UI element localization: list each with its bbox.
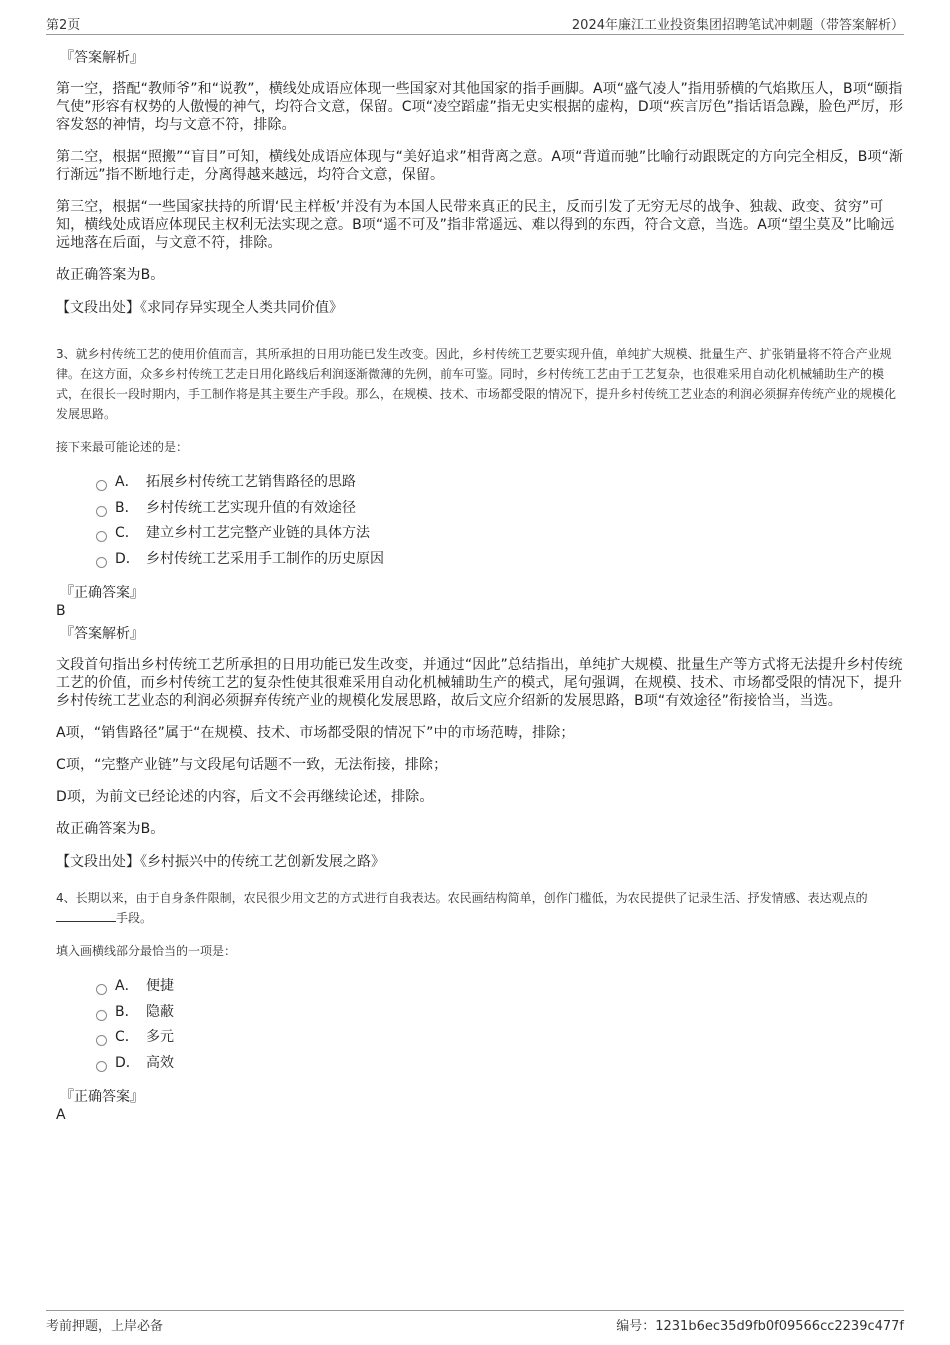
option-letter: C． [115, 1029, 139, 1045]
option-b[interactable] [96, 498, 904, 524]
option-c[interactable] [96, 1027, 904, 1053]
question-4-options [96, 976, 904, 1078]
question-3-text: 3、就乡村传统工艺的使用价值而言，其所承担的日用功能已发生改变。因此，乡村传统工艺要实现升值，单纯扩大规模、批量生产、扩张销量将不符合产业规律。在这方面，众多乡村传统工艺走日用化路线后利润逐渐微薄的先例，前车可鉴。同时，乡村传统工艺由于工艺复杂，也很难采用自动化机械辅助生产的模式，在很长一段时期内，手工制作将是其主要生产手段。那么，在规模、技术、市场都受限的情况下，提升乡村传统工艺业态的利润必须摒弃传统产业的规模化发展思路。 [56, 347, 897, 421]
option-text: 拓展乡村传统工艺销售路径的思路 [146, 474, 356, 490]
question-4-text [56, 888, 904, 928]
option-letter: A． [115, 474, 139, 490]
radio-button[interactable] [96, 1061, 107, 1072]
option-letter: C． [115, 525, 139, 541]
analysis-tag: 『答案解析』 [60, 626, 144, 642]
option-a[interactable] [96, 472, 904, 498]
analysis-paragraph-2: 第二空，根据“照搬”“盲目”可知，横线处成语应体现与“美好追求”相背离之意。A项“背道而驰”比喻行动跟既定的方向完全相反，B项“渐行渐远”指不断地行走，分离得越来越远，均符合文意，保留。 [56, 149, 903, 183]
radio-button[interactable] [96, 557, 107, 568]
option-text: 乡村传统工艺采用手工制作的历史原因 [146, 550, 384, 567]
option-letter: D． [115, 1054, 140, 1071]
analysis-conclusion: 故正确答案为B。 [56, 267, 165, 283]
radio-button[interactable] [96, 531, 107, 542]
radio-button[interactable] [96, 506, 107, 517]
analysis-paragraph-3: 第三空，根据“一些国家扶持的所谓‘民主样板’并没有为本国人民带来真正的民主，反而引发了无穷无尽的战争、独裁、政变、贫穷”可知，横线处成语应体现民主权利无法实现之意。B项“遥不可及”指非常遥远、难以得到的东西，符合文意，当选。A项“望尘莫及”比喻远远地落在后面，与文意不符，排除。 [56, 199, 895, 251]
page-footer [46, 1310, 904, 1335]
option-d[interactable] [96, 1053, 904, 1079]
page-content [56, 44, 904, 1128]
analysis-option-d: D项，为前文已经论述的内容，后文不会再继续论述，排除。 [56, 789, 434, 805]
passage-source: 【文段出处】《求同存异实现全人类共同价值》 [56, 300, 343, 316]
analysis-option-a: A项，“销售路径”属于“在规模、技术、市场都受限的情况下”中的市场范畴，排除； [56, 725, 575, 741]
option-text: 便捷 [146, 978, 174, 994]
fill-in-blank [56, 909, 116, 922]
option-text: 多元 [146, 1029, 174, 1045]
analysis-paragraph-1: 第一空，搭配“教师爷”和“说教”，横线处成语应体现一些国家对其他国家的指手画脚。A项“盛气凌人”指用骄横的气焰欺压人，B项“颐指气使”形容有权势的人傲慢的神气，均符合文意，保留。C项“凌空蹈虚”指无史实根据的虚构，D项“疾言厉色”指话语急躁，脸色严厉，形容发怒的神情，均与文意不符，排除。 [56, 81, 904, 133]
option-text: 建立乡村工艺完整产业链的具体方法 [146, 525, 370, 541]
question-4-text-before: 4、长期以来，由于自身条件限制，农民很少用文艺的方式进行自我表达。农民画结构简单，创作门槛低，为农民提供了记录生活、抒发情感、表达观点的 [56, 891, 868, 905]
footer-slogan: 考前押题，上岸必备 [46, 1319, 164, 1334]
radio-button[interactable] [96, 1035, 107, 1046]
option-letter: B． [115, 1003, 139, 1020]
option-letter: B． [115, 499, 139, 516]
page-number: 第2页 [46, 18, 81, 33]
question-3-prompt: 接下来最可能论述的是： [56, 440, 189, 454]
radio-button[interactable] [96, 984, 107, 995]
option-letter: A． [115, 978, 139, 994]
analysis-option-c: C项，“完整产业链”与文段尾句话题不一致，无法衔接，排除； [56, 757, 448, 773]
analysis-paragraph: 文段首句指出乡村传统工艺所承担的日用功能已发生改变，并通过“因此”总结指出，单纯扩大规模、批量生产等方式将无法提升乡村传统工艺的价值，而乡村传统工艺的复杂性使其很难采用自动化机械辅助生产的模式，尾句强调，在规模、技术、市场都受限的情况下，提升乡村传统工艺业态的利润必须摒弃传统产业的规模化发展思路，故后文应介绍新的发展思路，B项“有效途径”衔接恰当，当选。 [56, 657, 903, 709]
question-3-options [96, 472, 904, 574]
document-title: 2024年廉江工业投资集团招聘笔试冲刺题（带答案解析） [571, 18, 904, 33]
option-text: 高效 [146, 1054, 174, 1071]
option-text: 乡村传统工艺实现升值的有效途径 [146, 499, 356, 516]
page-header [46, 12, 904, 35]
option-d[interactable] [96, 549, 904, 575]
correct-answer-tag: 『正确答案』 [60, 585, 144, 601]
option-a[interactable] [96, 976, 904, 1002]
question-4-prompt: 填入画横线部分最恰当的一项是： [56, 944, 237, 958]
code-label: 编号： [616, 1319, 656, 1334]
document-code [616, 1315, 904, 1334]
code-value: 1231b6ec35d9fb0f09566cc2239c477f [655, 1319, 904, 1334]
correct-answer-tag: 『正确答案』 [60, 1089, 144, 1105]
passage-source: 【文段出处】《乡村振兴中的传统工艺创新发展之路》 [56, 854, 385, 870]
analysis-tag: 『答案解析』 [60, 50, 144, 66]
question-4-text-after: 手段。 [116, 911, 153, 925]
analysis-conclusion: 故正确答案为B。 [56, 821, 165, 837]
correct-answer: A [56, 1107, 66, 1123]
radio-button[interactable] [96, 1010, 107, 1021]
option-text: 隐蔽 [146, 1003, 174, 1020]
option-b[interactable] [96, 1002, 904, 1028]
correct-answer: B [56, 603, 66, 619]
option-letter: D． [115, 550, 140, 567]
radio-button[interactable] [96, 480, 107, 491]
option-c[interactable] [96, 523, 904, 549]
